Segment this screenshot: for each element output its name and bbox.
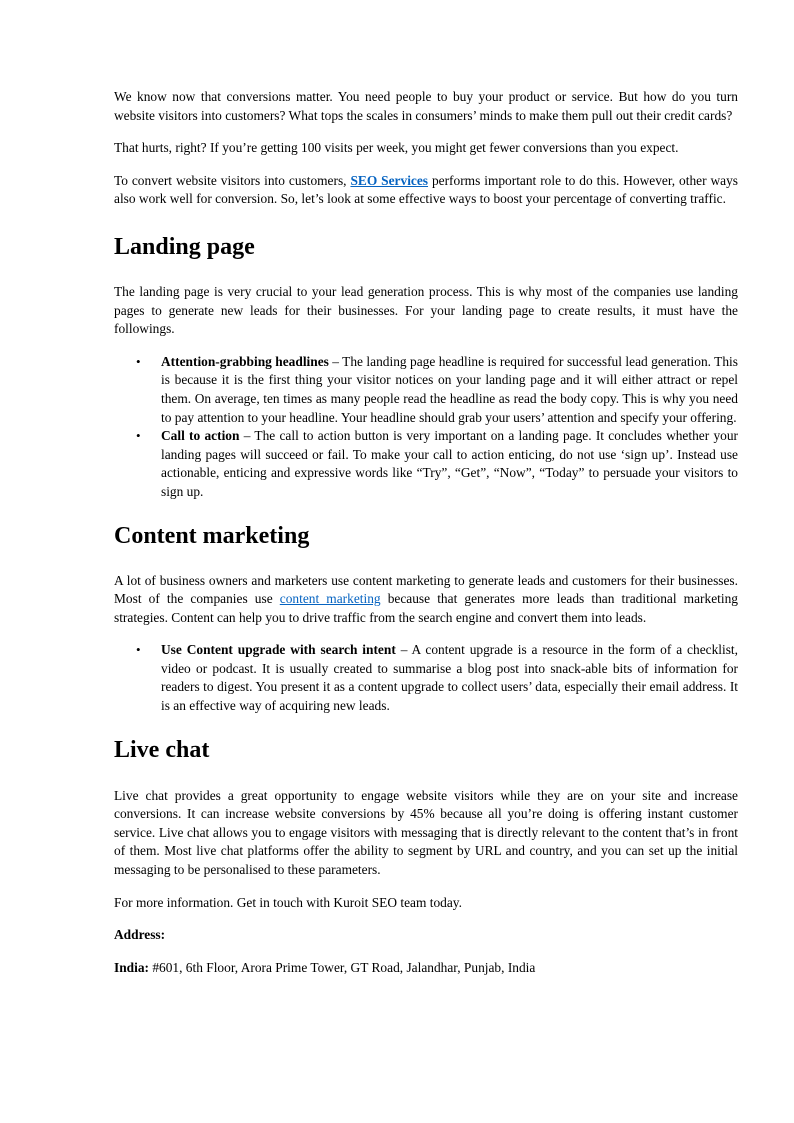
india-address-text: #601, 6th Floor, Arora Prime Tower, GT Road, Jalandhar, Punjab, India xyxy=(148,959,536,975)
content-marketing-heading: Content marketing xyxy=(114,522,310,549)
address-label-text: Address: xyxy=(114,927,166,943)
list-item xyxy=(114,353,738,427)
live-chat-heading: Live chat xyxy=(114,736,210,763)
list-item-text: – The landing page headline is required for successful lead generation. This is because it is the first thing your visitor notices on your landing page and it will either attract or repel them. On average, ten times as many people read the headline as read the body copy. This is why you need to pay attention to your headline. Your headline should grab your users’ attention and specify your offering. xyxy=(161,353,738,425)
india-label: India: xyxy=(114,959,149,975)
content-intro-after: because that generates more leads than traditional marketing strategies. Content can help you to drive traffic from the search engine and convert them into leads. xyxy=(114,591,738,625)
intro-p3-after: performs important role to do this. However, other ways also work well for conversion. So, let’s look at some effective ways to boost your percentage of converting traffic. xyxy=(114,172,738,207)
intro-paragraph-2: That hurts, right? If you’re getting 100 visits per week, you might get fewer conversions than you expect. xyxy=(114,140,679,156)
landing-intro: The landing page is very crucial to your lead generation process. This is why most of the companies use landing pages to generate new leads for their businesses. For your landing page to create results, it must have the followings. xyxy=(114,283,738,337)
live-chat-body: Live chat provides a great opportunity to engage website visitors while they are on your site and increase conversions. It can increase website conversions by 45% because all you’re doing is offering instant customer service. Live chat allows you to engage visitors with messaging that is directly relevant to the content that’s in front of them. Most live chat platforms offer the ability to segment by URL and country, and you can set up the initial messaging to be personalised to these parameters. xyxy=(114,787,738,878)
bullet-icon: • xyxy=(136,353,141,369)
intro-paragraph-1: We know now that conversions matter. You need people to buy your product or service. But how do you turn website visitors into customers? What tops the scales in consumers’ minds to make them pull out their credit cards? xyxy=(114,89,738,123)
content-intro-before: A lot of business owners and marketers use content marketing to generate leads and customers for their businesses. Most of the companies use xyxy=(114,572,738,607)
content-marketing-link[interactable]: content marketing xyxy=(279,591,381,607)
intro-paragraph-3 xyxy=(114,172,738,209)
list-item-title: Use Content upgrade with search intent xyxy=(161,642,396,658)
list-item xyxy=(114,427,738,501)
india-address xyxy=(114,959,738,978)
intro-p3-before: To convert website visitors into customers, xyxy=(114,172,351,188)
seo-services-link[interactable]: SEO Services xyxy=(350,172,429,188)
contact-info-text: For more information. Get in touch with Kuroit SEO team today. xyxy=(114,894,462,910)
document-page xyxy=(114,88,738,977)
list-item-text: – The call to action button is very important on a landing page. It concludes whether your landing pages will succeed or fail. To make your call to action enticing, do not use ‘sign up’. Instead use actionable, enticing and expressive words like “Try”, “Get”, “Now”, “Today” to persuade your visitors to sign up. xyxy=(161,428,738,499)
landing-page-heading: Landing page xyxy=(114,233,255,260)
bullet-icon: • xyxy=(136,642,141,658)
bullet-icon: • xyxy=(136,428,141,444)
address-label xyxy=(114,926,738,945)
list-item-text: – A content upgrade is a resource in the form of a checklist, video or podcast. It is usually created to summarise a blog post into snack-able bits of information for readers to digest. You present it as a content upgrade to collect users’ data, especially their email address. It is an effective way of acquiring new leads. xyxy=(161,642,739,714)
list-item-title: Call to action xyxy=(161,428,240,444)
list-item-title: Attention-grabbing headlines xyxy=(161,353,329,369)
content-intro xyxy=(114,572,738,628)
landing-bullet-list xyxy=(114,353,738,502)
list-item xyxy=(114,641,738,715)
content-bullet-list xyxy=(114,641,738,715)
